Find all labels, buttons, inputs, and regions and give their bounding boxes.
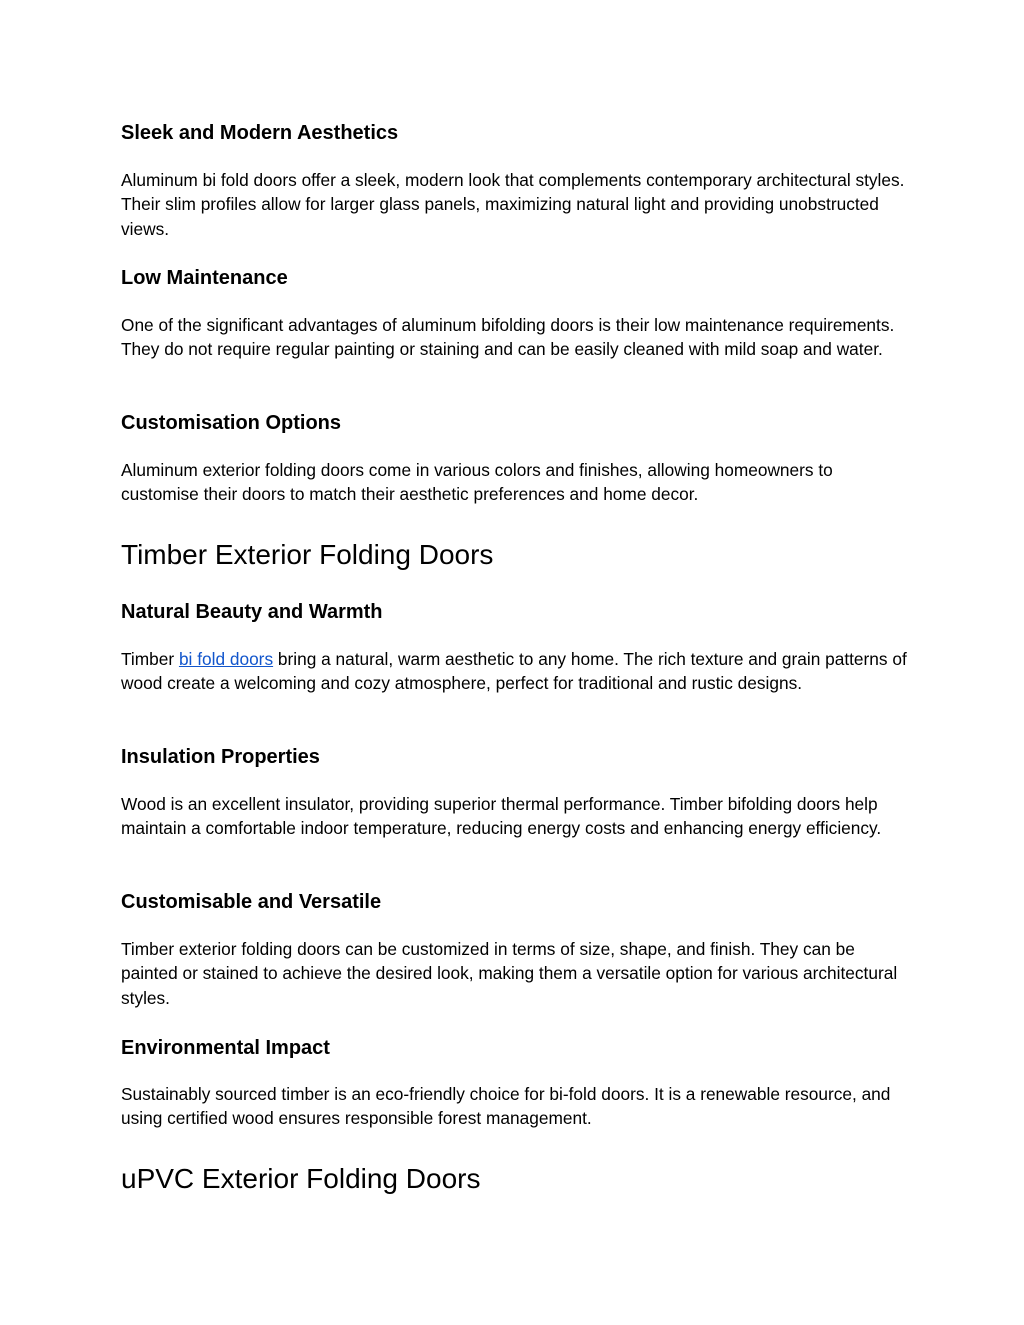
heading-sleek-modern-aesthetics: Sleek and Modern Aesthetics xyxy=(121,122,399,144)
heading-natural-beauty-warmth: Natural Beauty and Warmth xyxy=(121,601,383,623)
paragraph-customisation-options: Aluminum exterior folding doors come in various colors and finishes, allowing homeowners to customise their doors to match their aesthetic preferences and home decor. xyxy=(121,460,833,505)
paragraph-low-maintenance: One of the significant advantages of aluminum bifolding doors is their low maintenance requirements. They do not require regular painting or staining and can be easily cleaned with mild soap and water. xyxy=(121,315,895,360)
paragraph-sleek-modern-aesthetics: Aluminum bi fold doors offer a sleek, modern look that complements contemporary architectural styles. Their slim profiles allow for larger glass panels, maximizing natural light and providing unobstructed views. xyxy=(121,170,905,239)
heading-low-maintenance: Low Maintenance xyxy=(121,267,288,289)
heading-customisation-options: Customisation Options xyxy=(121,412,341,434)
paragraph-environmental-impact: Sustainably sourced timber is an eco-friendly choice for bi-fold doors. It is a renewable resource, and using certified wood ensures responsible forest management. xyxy=(121,1084,891,1129)
paragraph-customisable-versatile: Timber exterior folding doors can be customized in terms of size, shape, and finish. They can be painted or stained to achieve the desired look, making them a versatile option for various architectural styles. xyxy=(121,939,898,1008)
bi-fold-doors-link[interactable]: bi fold doors xyxy=(178,649,274,669)
paragraph-natural-beauty-warmth xyxy=(121,647,911,696)
natural-text-before: Timber xyxy=(121,649,179,669)
paragraph-insulation-properties: Wood is an excellent insulator, providing superior thermal performance. Timber bifolding doors help maintain a comfortable indoor temperature, reducing energy costs and enhancing energy efficiency. xyxy=(121,794,882,839)
heading-insulation-properties: Insulation Properties xyxy=(121,746,320,768)
heading-environmental-impact: Environmental Impact xyxy=(121,1037,330,1059)
natural-text-after: bring a natural, warm aesthetic to any home. The rich texture and grain patterns of wood create a welcoming and cozy atmosphere, perfect for traditional and rustic designs. xyxy=(121,649,907,694)
heading-timber-exterior-folding-doors: Timber Exterior Folding Doors xyxy=(121,539,494,570)
heading-upvc-exterior-folding-doors: uPVC Exterior Folding Doors xyxy=(121,1163,481,1194)
heading-customisable-versatile: Customisable and Versatile xyxy=(121,891,382,913)
